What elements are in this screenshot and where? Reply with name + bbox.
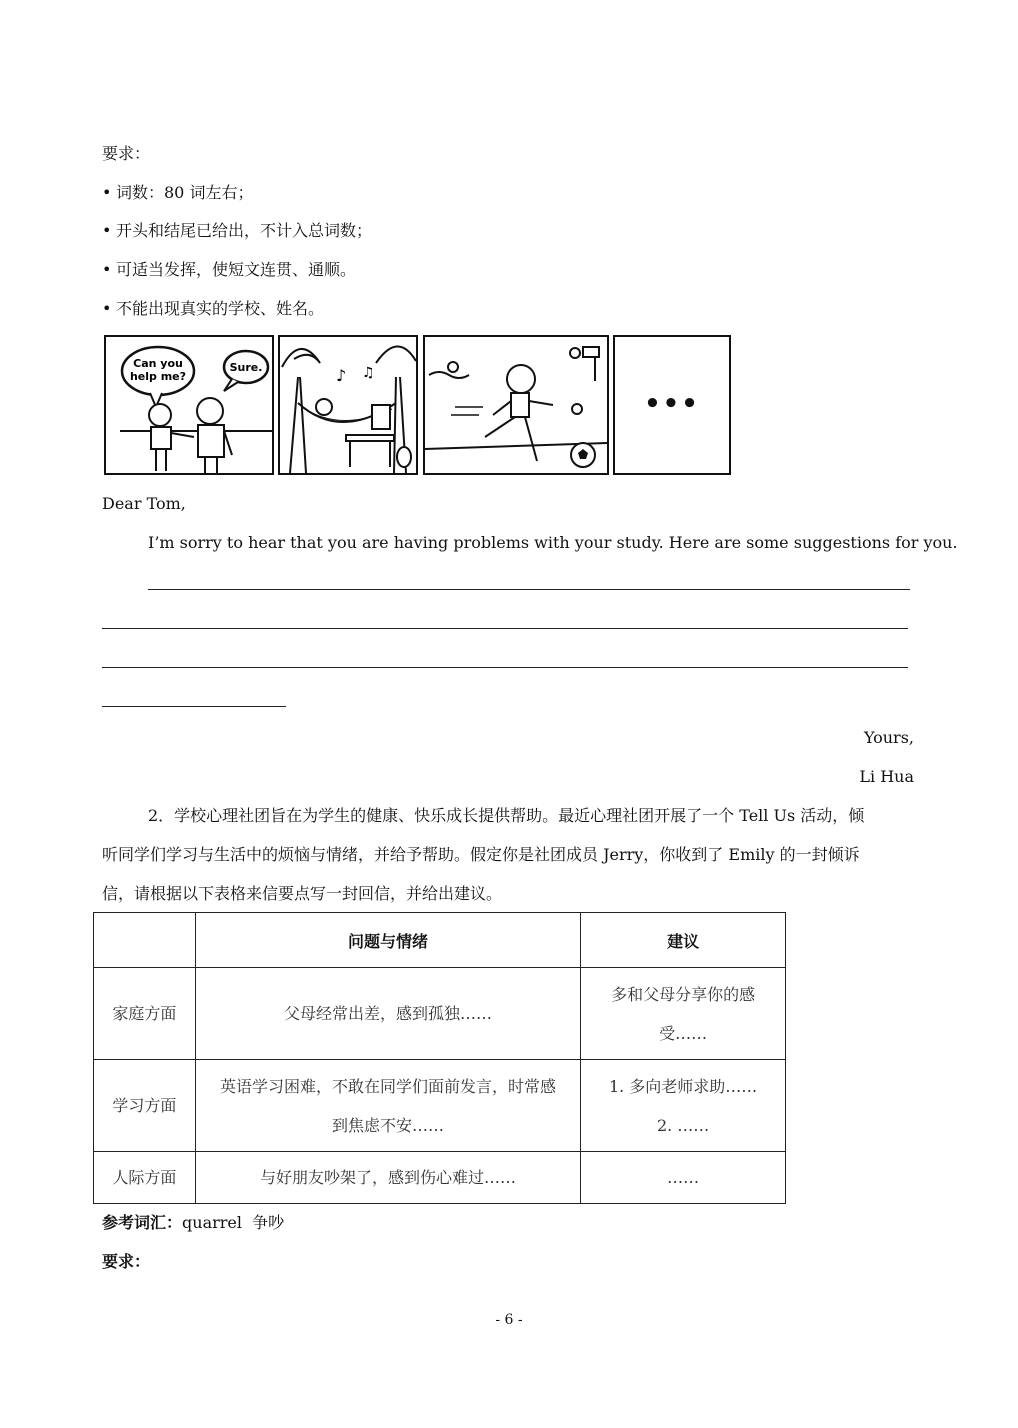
bullet-icon: •	[102, 260, 112, 279]
task2-paragraph-line: 2．学校心理社团旨在为学生的健康、快乐成长提供帮助。最近心理社团开展了一个 Tell Us 活动，倾	[148, 806, 865, 825]
letter-greeting: Dear Tom,	[102, 494, 186, 513]
comic-panel-more	[613, 335, 731, 475]
svg-text:Sure.: Sure.	[229, 361, 263, 374]
comic-relax-drawing	[280, 337, 416, 473]
answer-line	[102, 667, 908, 668]
svg-text:help me?: help me?	[129, 370, 187, 383]
problem-cell: 英语学习困难，不敢在同学们面前发言，时常感 到焦虑不安……	[195, 1060, 580, 1152]
table-row	[94, 968, 786, 1060]
letter-opening: I’m sorry to hear that you are having problems with your study. Here are some suggestions for you.	[148, 533, 958, 552]
table-header-cell	[94, 913, 196, 968]
requirements2-heading: 要求：	[102, 1252, 151, 1271]
answer-line	[102, 706, 286, 707]
table-header-row	[94, 913, 786, 968]
table-row	[94, 1060, 786, 1152]
advice-cell: ……	[581, 1152, 786, 1204]
aspect-cell: 家庭方面	[94, 968, 196, 1060]
requirement-item: • 不能出现真实的学校、姓名。	[102, 299, 325, 318]
comic-panel-sports	[423, 335, 609, 475]
task2-paragraph-line: 信，请根据以下表格来信要点写一封回信，并给出建议。	[102, 884, 503, 903]
vocab-value: quarrel 争吵	[182, 1213, 285, 1232]
advice-cell: 多和父母分享你的感 受……	[581, 968, 786, 1060]
comic-panel-relax	[278, 335, 418, 475]
problem-cell: 父母经常出差，感到孤独……	[195, 968, 580, 1060]
answer-line	[102, 628, 908, 629]
requirement-item: • 词数：80 词左右；	[102, 183, 254, 202]
bullet-icon: •	[102, 221, 112, 240]
aspect-cell: 人际方面	[94, 1152, 196, 1204]
requirement-item: • 开头和结尾已给出，不计入总词数；	[102, 221, 373, 240]
aspect-cell: 学习方面	[94, 1060, 196, 1152]
comic-help-drawing	[106, 337, 272, 473]
table-header-cell: 建议	[581, 913, 786, 968]
letter-signature: Li Hua	[859, 767, 914, 786]
table-header-cell: 问题与情绪	[195, 913, 580, 968]
page-number: - 6 -	[495, 1312, 523, 1328]
comic-panel-help	[104, 335, 274, 475]
ellipsis-icon: •••	[644, 389, 700, 419]
vocab-label: 参考词汇：	[102, 1213, 183, 1232]
letter-closing: Yours,	[863, 728, 914, 747]
svg-text:Can you: Can you	[133, 357, 183, 370]
requirements-heading: 要求：	[102, 144, 151, 163]
advice-cell: 1. 多向老师求助…… 2. ……	[581, 1060, 786, 1152]
bullet-icon: •	[102, 183, 112, 202]
task2-paragraph-line: 听同学们学习与生活中的烦恼与情绪，并给予帮助。假定你是社团成员 Jerry，你收到了 Emily 的一封倾诉	[102, 845, 860, 864]
comic-sports-drawing	[425, 337, 607, 473]
table-row	[94, 1152, 786, 1204]
svg-text:♫: ♫	[362, 365, 375, 381]
problem-advice-table	[93, 912, 786, 1204]
problem-cell: 与好朋友吵架了，感到伤心难过……	[195, 1152, 580, 1204]
requirement-item: • 可适当发挥，使短文连贯、通顺。	[102, 260, 357, 279]
bullet-icon: •	[102, 299, 112, 318]
answer-line	[148, 589, 910, 590]
svg-text:♪: ♪	[336, 366, 347, 385]
vocab-line	[102, 1213, 284, 1233]
